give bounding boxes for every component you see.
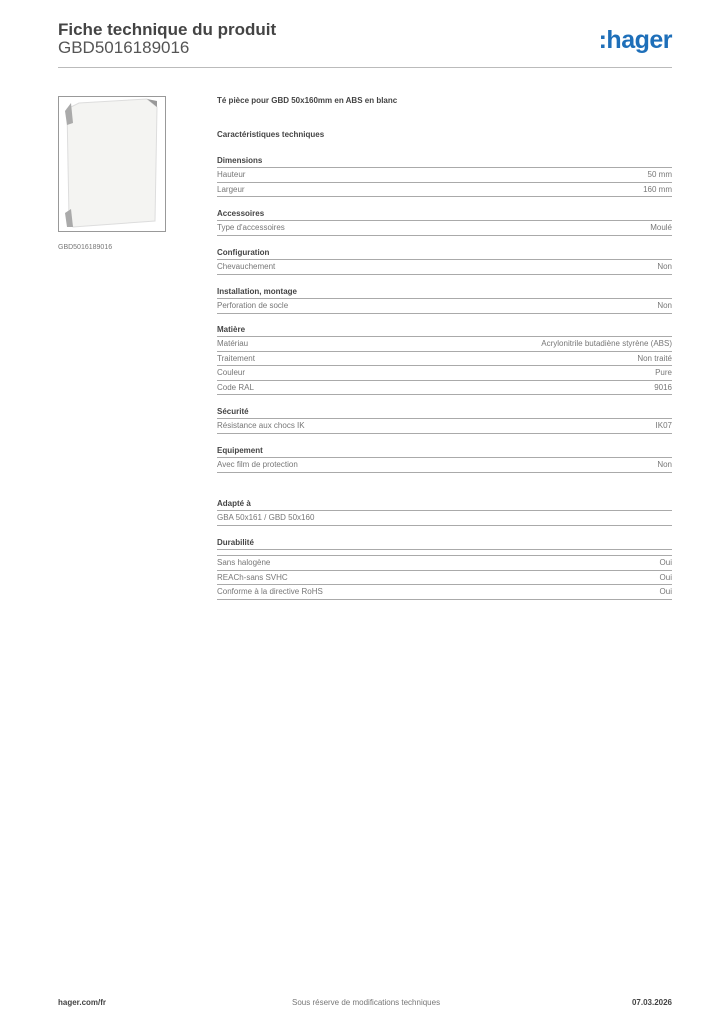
spec-label: Perforation de socle (217, 301, 289, 310)
spec-value: Non (657, 262, 672, 271)
spec-value: Non (657, 301, 672, 310)
section-title: Durabilité (217, 537, 672, 550)
spec-row (217, 221, 672, 236)
image-caption: GBD5016189016 (58, 244, 113, 251)
spec-value: Moulé (650, 223, 672, 232)
spec-row (217, 571, 672, 586)
spec-label: Largeur (217, 184, 245, 194)
spec-label: Résistance aux chocs IK (217, 421, 305, 430)
spec-row (217, 260, 672, 275)
spec-label: Matériau (217, 339, 249, 348)
spec-row (217, 168, 672, 183)
spec-label: Conforme à la directive RoHS (217, 587, 323, 597)
spec-row (217, 366, 672, 381)
spec-section (217, 406, 672, 434)
spec-section (217, 247, 672, 275)
spec-value: Oui (659, 587, 672, 597)
spec-row (217, 585, 672, 600)
page-title: Fiche technique du produit (58, 20, 277, 39)
section-title: Equipement (217, 445, 672, 458)
hager-logo: :hager (598, 26, 672, 54)
spec-label: Chevauchement (217, 262, 276, 271)
header-divider (58, 67, 672, 68)
spec-row (217, 511, 672, 526)
footer-date: 07.03.2026 (631, 998, 672, 1007)
product-image (58, 96, 166, 232)
spec-label: REACh-sans SVHC (217, 572, 288, 582)
spec-value: Non (657, 460, 672, 469)
spec-value: Oui (659, 572, 672, 582)
spec-row (217, 352, 672, 367)
spec-row (217, 381, 672, 396)
section-title: Installation, montage (217, 286, 672, 299)
spec-label: Avec film de protection (217, 460, 298, 469)
spec-value: 9016 (654, 382, 672, 392)
spec-value: IK07 (655, 421, 672, 430)
section-title: Accessoires (217, 208, 672, 221)
spec-section (217, 445, 672, 473)
product-description: Té pièce pour GBD 50x160mm en ABS en blanc (217, 96, 398, 105)
spec-value: 50 mm (647, 170, 672, 179)
spec-row (217, 299, 672, 314)
spec-row (217, 419, 672, 434)
spec-label: GBA 50x161 / GBD 50x160 (217, 513, 315, 522)
product-code: GBD5016189016 (58, 38, 190, 57)
spec-label: Hauteur (217, 170, 246, 179)
spec-value: 160 mm (643, 184, 672, 194)
spec-value: Pure (655, 368, 672, 378)
section-title: Adapté à (217, 498, 672, 511)
spec-section (217, 537, 672, 600)
spec-section (217, 286, 672, 314)
spec-row (217, 183, 672, 198)
spec-section (217, 324, 672, 395)
spec-label: Type d'accessoires (217, 223, 285, 232)
section-title: Sécurité (217, 406, 672, 419)
spec-section (217, 498, 672, 526)
spec-value: Acrylonitrile butadiène styrène (ABS) (541, 339, 672, 348)
footer-site[interactable]: hager.com/fr (58, 998, 107, 1007)
spec-section (217, 208, 672, 236)
spec-row (217, 337, 672, 352)
spec-label: Traitement (217, 353, 255, 363)
spec-section (217, 155, 672, 197)
spec-value: Oui (659, 558, 672, 567)
spec-value: Non traité (637, 353, 672, 363)
section-title: Configuration (217, 247, 672, 260)
section-title: Dimensions (217, 155, 672, 168)
footer-note: Sous réserve de modifications techniques (292, 998, 441, 1007)
section-title: Matière (217, 324, 672, 337)
spec-label: Sans halogène (217, 558, 271, 567)
characteristics-title: Caractéristiques techniques (217, 130, 325, 139)
spec-row (217, 556, 672, 571)
spec-row (217, 458, 672, 473)
spec-label: Code RAL (217, 382, 254, 392)
spec-label: Couleur (217, 368, 246, 378)
